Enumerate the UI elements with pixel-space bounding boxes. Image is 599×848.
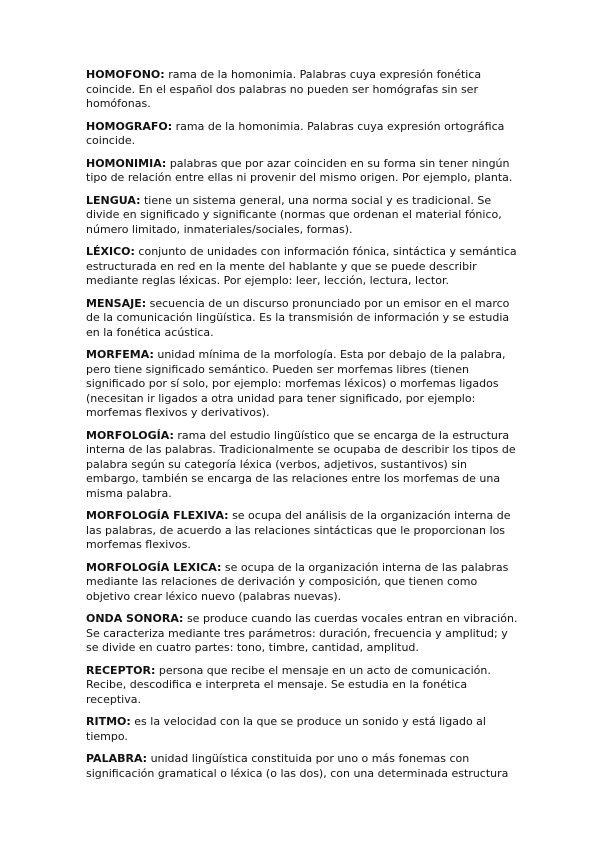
glossary-definition: unidad mínima de la morfología. Esta por debajo de la palabra, pero tiene significado semántico. Pueden ser morfemas libres (tienen significado por sí solo, por ejemplo: morfemas léxicos) o morfemas ligados (necesitan ir ligados a otra unidad para tener significado, por ejemplo: morfemas flexivos y derivativos). [86,348,506,419]
glossary-term: PALABRA: [86,752,148,765]
glossary-entry [86,68,518,112]
glossary-entry [86,509,518,553]
glossary-entry [86,120,518,149]
glossary-definition: rama de la homonimia. Palabras cuya expresión ortográfica coincide. [86,119,505,147]
glossary-entry [86,612,518,656]
glossary-entry [86,297,518,341]
glossary-definition: se produce cuando las cuerdas vocales entran en vibración. Se caracteriza mediante tres parámetros: duración, frecuencia y amplitud; y se divide en cuatro partes: tono, timbre, cantidad, amplitud. [86,612,518,654]
glossary-term: MORFOLOGÍA: [86,428,174,442]
glossary-definition: se ocupa de la organización interna de las palabras mediante las relaciones de derivación y composición, que tienen como objetivo crear léxico nuevo (palabras nuevas). [86,560,509,603]
glossary-term: HOMOGRAFO: [86,119,173,133]
glossary-term: HOMOFONO: [86,68,165,81]
glossary-content [86,68,518,789]
glossary-entry [86,245,518,289]
glossary-definition: unidad lingüística constituida por uno o más fonemas con significación gramatical o léxica (o las dos), con una determinada estructura [86,752,509,780]
glossary-entry [86,157,518,186]
glossary-definition: tiene un sistema general, una norma social y es tradicional. Se divide en significado y significante (normas que ordenan el material fónico, número limitado, inmateriales/sociales, formas). [86,193,502,236]
glossary-entry [86,664,518,708]
glossary-term: MORFOLOGÍA LEXICA: [86,560,222,574]
glossary-definition: es la velocidad con la que se produce un sonido y está ligado al tiempo. [86,715,486,743]
glossary-term: LENGUA: [86,193,141,207]
glossary-term: HOMONIMIA: [86,156,167,170]
glossary-term: LÉXICO: [86,245,135,258]
glossary-definition: secuencia de un discurso pronunciado por un emisor en el marco de la comunicación lingüística. Es la transmisión de información y se estudia en la fonética acústica. [86,296,510,339]
glossary-entry [86,348,518,421]
glossary-term: RITMO: [86,715,131,728]
glossary-term: MORFEMA: [86,348,154,361]
glossary-definition: rama del estudio lingüístico que se encarga de la estructura interna de las palabras. Tradicionalmente se ocupaba de describir los tipos de palabra según su categoría léxica (verbos, adjetivos, sustantivos) sin embargo, también se encarga de las relaciones entre los morfemas de una misma palabra. [86,428,516,500]
glossary-definition: se ocupa del análisis de la organización interna de las palabras, de acuerdo a las relaciones sintácticas que le proporcionan los morfemas flexivos. [86,509,511,551]
glossary-term: RECEPTOR: [86,663,156,677]
glossary-entry [86,752,518,781]
glossary-definition: conjunto de unidades con información fónica, sintáctica y semántica estructurada en red en la mente del hablante y que se puede describir mediante reglas léxicas. Por ejemplo: leer, lección, lectura, lector. [86,245,517,287]
glossary-definition: rama de la homonimia. Palabras cuya expresión fonética coincide. En el español dos palabras no pueden ser homógrafas sin ser homófonas. [86,68,482,110]
glossary-entry [86,561,518,605]
glossary-entry [86,194,518,238]
glossary-definition: persona que recibe el mensaje en un acto de comunicación. Recibe, descodifica e interpreta el mensaje. Se estudia en la fonética receptiva. [86,663,491,706]
glossary-definition: palabras que por azar coinciden en su forma sin tener ningún tipo de relación entre ellas ni provenir del mismo origen. Por ejemplo, planta. [86,156,513,184]
glossary-entry [86,715,518,744]
glossary-term: MENSAJE: [86,296,147,310]
glossary-term: ONDA SONORA: [86,612,184,625]
glossary-entry [86,429,518,502]
glossary-term: MORFOLOGÍA FLEXIVA: [86,509,229,522]
